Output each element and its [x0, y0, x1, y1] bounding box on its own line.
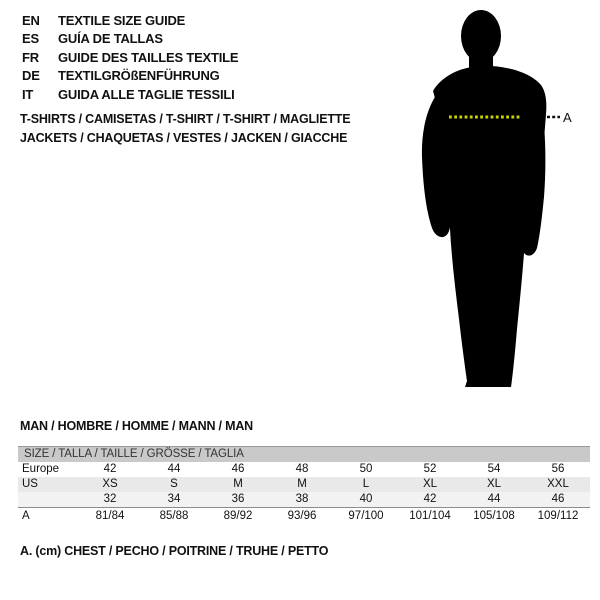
language-label: GUÍA DE TALLAS	[58, 31, 163, 47]
size-table	[18, 446, 590, 524]
language-code: FR	[22, 49, 39, 65]
man-silhouette	[413, 5, 573, 395]
row-label: US	[22, 478, 38, 490]
size-cell: 32	[103, 493, 117, 505]
size-cell: 54	[487, 463, 501, 475]
size-cell: XL	[422, 478, 438, 490]
language-label: GUIDA ALLE TAGLIE TESSILI	[58, 86, 235, 102]
language-code: DE	[22, 68, 40, 84]
language-code: IT	[22, 86, 34, 102]
language-label: TEXTILE SIZE GUIDE	[58, 12, 186, 28]
size-cell: 56	[551, 463, 565, 475]
size-cell: 38	[295, 493, 309, 505]
silhouette-body	[422, 10, 546, 387]
size-cell: 40	[359, 493, 373, 505]
size-cell: 44	[167, 463, 181, 475]
language-row	[22, 48, 238, 67]
gender-heading: MAN / HOMBRE / HOMME / MANN / MAN	[20, 419, 253, 433]
product-line-jackets: JACKETS / CHAQUETAS / VESTES / JACKEN / GIACCHE	[20, 131, 348, 145]
language-row	[22, 85, 238, 104]
size-cell: 36	[231, 493, 245, 505]
size-cell: 44	[487, 493, 501, 505]
size-cell: 42	[103, 463, 117, 475]
size-cell: M	[233, 478, 243, 490]
size-cell: 48	[295, 463, 309, 475]
language-label: GUIDE DES TAILLES TEXTILE	[58, 49, 239, 65]
size-cell: 46	[231, 463, 245, 475]
size-cell: 81/84	[95, 509, 125, 522]
size-cell: 34	[167, 493, 181, 505]
language-row	[22, 30, 238, 49]
language-row	[22, 67, 238, 86]
language-list	[22, 11, 238, 104]
measure-marker-label: A	[563, 110, 572, 125]
man-silhouette-figure	[413, 5, 573, 395]
size-cell: 105/108	[473, 509, 515, 522]
table-row-us-numeric	[18, 492, 590, 507]
size-cell: 85/88	[159, 509, 189, 522]
row-label: Europe	[22, 463, 60, 475]
language-row	[22, 11, 238, 30]
product-line-tshirts: T-SHIRTS / CAMISETAS / T-SHIRT / T-SHIRT / MAGLIETTE	[20, 112, 351, 126]
size-cell: 52	[423, 463, 437, 475]
size-cell: XXL	[547, 478, 569, 490]
row-label: A	[22, 509, 30, 522]
size-cell: 42	[423, 493, 437, 505]
size-cell: 89/92	[223, 509, 253, 522]
size-cell: 46	[551, 493, 565, 505]
size-cell: 50	[359, 463, 373, 475]
size-cell: L	[362, 478, 370, 490]
size-cell: XS	[102, 478, 118, 490]
size-cell: 109/112	[537, 509, 579, 522]
size-cell: 101/104	[409, 509, 451, 522]
size-cell: XL	[486, 478, 502, 490]
size-cell: 93/96	[287, 509, 317, 522]
size-table-header: SIZE / TALLA / TAILLE / GRÖSSE / TAGLIA	[18, 446, 590, 462]
product-categories	[20, 110, 350, 148]
footnote-chest: A. (cm) CHEST / PECHO / POITRINE / TRUHE / PETTO	[20, 544, 329, 558]
size-cell: S	[170, 478, 178, 490]
language-label: TEXTILGRÖßENFÜHRUNG	[58, 68, 220, 84]
table-row-chest	[18, 507, 590, 524]
language-code: EN	[22, 12, 40, 28]
size-cell: M	[297, 478, 307, 490]
language-code: ES	[22, 31, 39, 47]
size-cell: 97/100	[348, 509, 384, 522]
table-row-us	[18, 477, 590, 492]
table-row-europe	[18, 462, 590, 477]
